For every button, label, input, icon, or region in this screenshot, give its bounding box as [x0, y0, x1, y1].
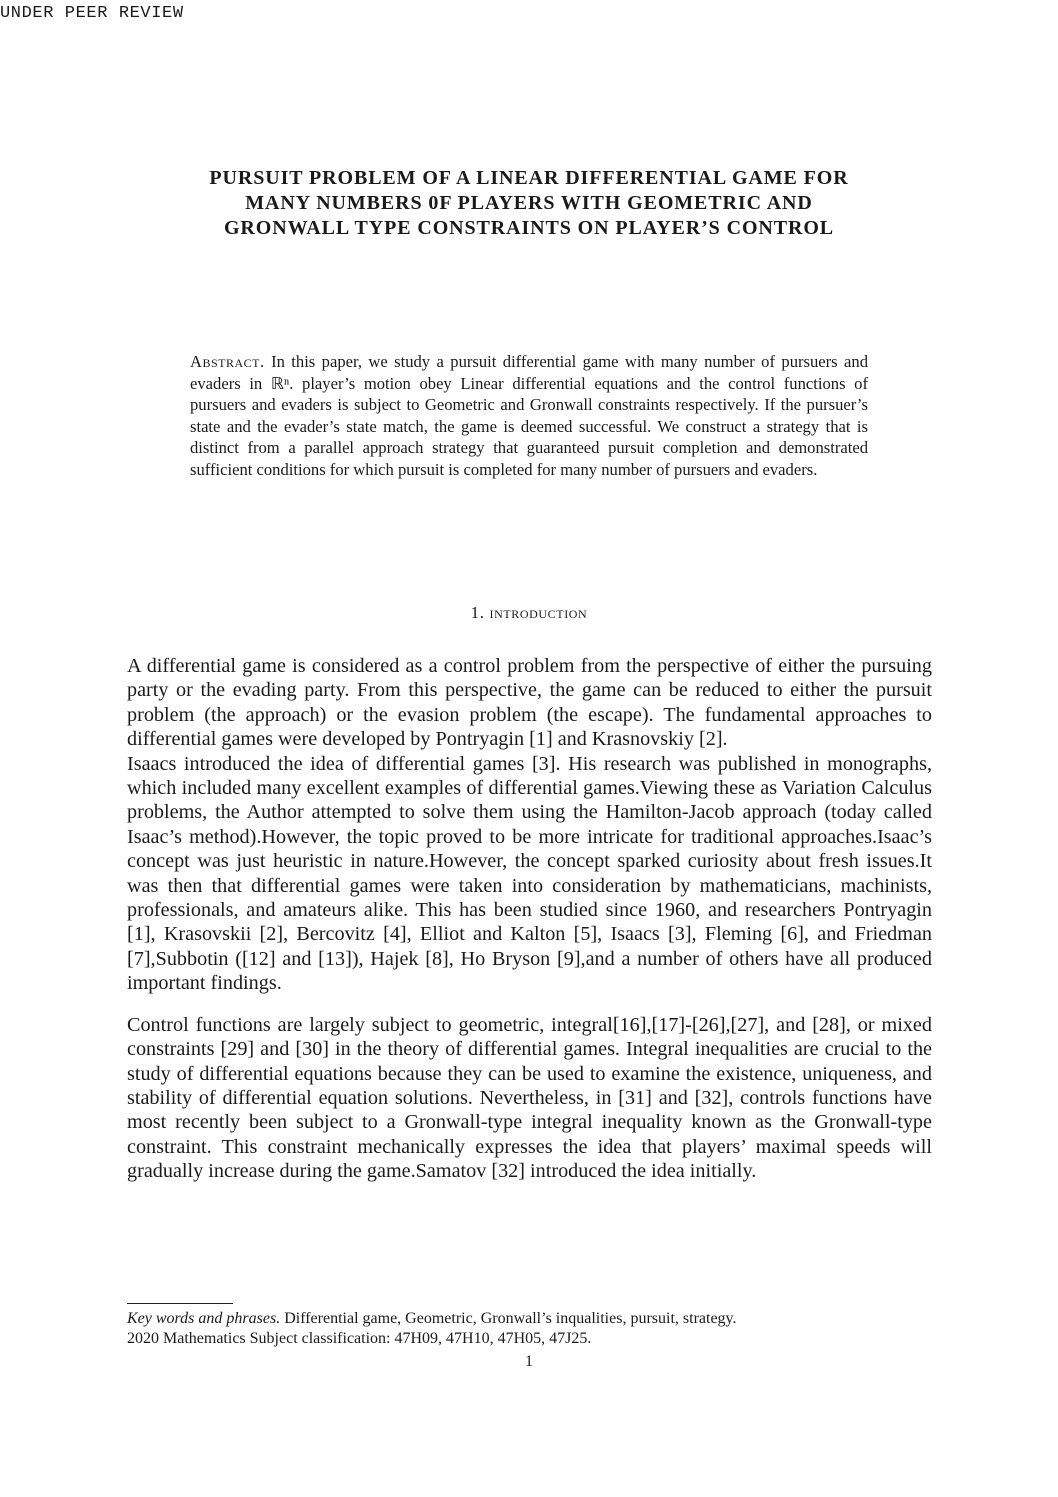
- keywords-label: Key words and phrases.: [127, 1310, 281, 1327]
- footnote: [127, 1309, 907, 1349]
- classification: 2020 Mathematics Subject classification: 47H09, 47H10, 47H05, 47J25.: [127, 1330, 592, 1347]
- peer-review-stamp: UNDER PEER REVIEW: [0, 4, 184, 23]
- section-number: 1.: [470, 603, 485, 622]
- abstract-text: In this paper, we study a pursuit differential game with many number of pursuers and evaders in ℝⁿ. player’s motion obey Linear differential equations and the control functions of pursuers and evaders is subject to Geometric and Gronwall constraints respectively. If the pursuer’s state and the evader’s state match, the game is deemed successful. We construct a strategy that is distinct from a parallel approach strategy that guaranteed pursuit completion and demonstrated sufficient conditions for which pursuit is completed for many number of pursuers and evaders.: [190, 352, 868, 479]
- title-line: GRONWALL TYPE CONSTRAINTS ON PLAYER’S CONTROL: [223, 217, 835, 239]
- keywords: Differential game, Geometric, Gronwall’s inqualities, pursuit, strategy.: [284, 1310, 737, 1327]
- paper-title: [100, 166, 958, 241]
- title-line: MANY NUMBERS 0F PLAYERS WITH GEOMETRIC AND: [245, 192, 813, 214]
- title-line: PURSUIT PROBLEM OF A LINEAR DIFFERENTIAL GAME FOR: [209, 167, 849, 189]
- footnote-rule: [127, 1303, 233, 1304]
- section-title: introduction: [489, 603, 588, 622]
- abstract-label: Abstract.: [190, 352, 265, 371]
- body-text: [127, 654, 932, 1184]
- paragraph: Isaacs introduced the idea of differential games [3]. His research was published in monographs, which included many excellent examples of differential games.Viewing these as Variation Calculus problems, the Author attempted to solve them using the Hamilton-Jacob approach (today called Isaac’s method).However, the topic proved to be more intricate for traditional approaches.Isaac’s concept was just heuristic in nature.However, the concept sparked curiosity about fresh issues.It was then that differential games were taken into consideration by mathematicians, machinists, professionals, and amateurs alike. This has been studied since 1960, and researchers Pontryagin [1], Krasovskii [2], Bercovitz [4], Elliot and Kalton [5], Isaacs [3], Fleming [6], and Friedman [7],Subbotin ([12] and [13]), Hajek [8], Ho Bryson [9],and a number of others have all produced important findings.: [127, 752, 932, 995]
- paragraph: A differential game is considered as a control problem from the perspective of either the pursuing party or the evading party. From this perspective, the game can be reduced to either the pursuit problem (the approach) or the evasion problem (the escape). The fundamental approaches to differential games were developed by Pontryagin [1] and Krasnovskiy [2].: [127, 655, 932, 751]
- section-heading: [0, 603, 1058, 623]
- abstract: [190, 351, 868, 480]
- page-number: 1: [525, 1353, 533, 1370]
- keywords-line: [127, 1309, 907, 1329]
- paragraph: Control functions are largely subject to geometric, integral[16],[17]-[26],[27], and [28], or mixed constraints [29] and [30] in the theory of differential games. Integral inequalities are crucial to the study of differential equations because they can be used to examine the existence, uniqueness, and stability of differential equation solutions. Nevertheless, in [31] and [32], controls functions have most recently been subject to a Gronwall-type integral inequality known as the Gronwall-type constraint. This constraint mechanically expresses the idea that players’ maximal speeds will gradually increase during the game.Samatov [32] introduced the idea initially.: [127, 1013, 932, 1183]
